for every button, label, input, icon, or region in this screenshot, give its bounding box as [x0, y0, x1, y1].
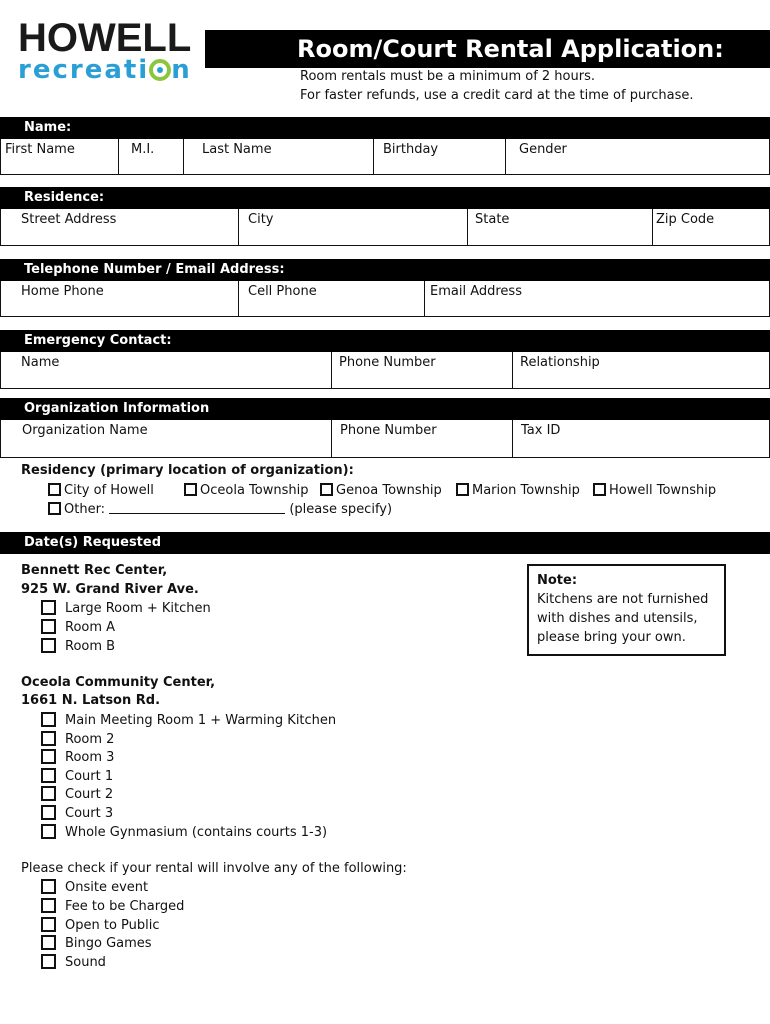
residence-row: [0, 209, 770, 246]
residency-option-label: Marion Township: [472, 483, 580, 498]
relationship-field[interactable]: [512, 352, 769, 388]
room-label: Room 3: [65, 750, 115, 765]
residency-option-label: Genoa Township: [336, 483, 442, 498]
oceola-address: 1661 N. Latson Rd.: [21, 693, 161, 708]
minimum-hours-note: Room rentals must be a minimum of 2 hours.: [300, 69, 595, 84]
oceola-court-1[interactable]: [41, 768, 113, 786]
home-phone-field[interactable]: [1, 281, 238, 316]
home-phone-label: Home Phone: [21, 284, 104, 299]
checkbox[interactable]: [41, 917, 56, 932]
residency-option-howell-township[interactable]: [593, 482, 716, 500]
organization-phone-field[interactable]: [331, 420, 512, 457]
room-label: Court 2: [65, 787, 114, 802]
involve-item-label: Fee to be Charged: [65, 899, 185, 914]
first-name-field[interactable]: [1, 139, 118, 174]
residency-option-label: Howell Township: [609, 483, 717, 498]
involve-label: Please check if your rental will involve any of the following:: [21, 861, 407, 876]
logo-text-pre: recreati: [18, 55, 150, 85]
note-line: with dishes and utensils,: [537, 611, 698, 626]
street-address-label: Street Address: [21, 212, 117, 227]
section-organization-header: Organization Information: [0, 398, 770, 420]
page-title: Room/Court Rental Application:: [205, 30, 770, 68]
checkbox[interactable]: [184, 483, 197, 496]
street-address-field[interactable]: [1, 209, 238, 245]
checkbox[interactable]: [41, 935, 56, 950]
bennett-address: 925 W. Grand River Ave.: [21, 582, 199, 597]
oceola-room-2[interactable]: [41, 731, 114, 749]
involve-item-label: Open to Public: [65, 918, 160, 933]
section-residence-header: Residence:: [0, 187, 770, 209]
checkbox[interactable]: [41, 786, 56, 801]
oceola-court-2[interactable]: [41, 786, 113, 804]
involve-item-label: Sound: [65, 955, 106, 970]
residency-option-marion-township[interactable]: [456, 482, 580, 500]
residency-option-genoa-township[interactable]: [320, 482, 442, 500]
name-row: [0, 139, 770, 175]
logo-recreation: [18, 56, 192, 84]
note-line: Kitchens are not furnished: [537, 592, 709, 607]
note-title: Note:: [537, 573, 578, 588]
residency-option-label: City of Howell: [64, 483, 154, 498]
email-address-label: Email Address: [430, 284, 522, 299]
middle-initial-label: M.I.: [131, 142, 155, 157]
tax-id-field[interactable]: [512, 420, 769, 457]
state-field[interactable]: [467, 209, 652, 245]
organization-name-label: Organization Name: [22, 423, 148, 438]
checkbox[interactable]: [41, 638, 56, 653]
relationship-label: Relationship: [520, 355, 600, 370]
checkbox[interactable]: [41, 879, 56, 894]
residency-option-city-of-howell[interactable]: [48, 482, 154, 500]
room-label: Room A: [65, 620, 116, 635]
kitchen-note-box: [527, 564, 726, 656]
room-label: Room 2: [65, 732, 115, 747]
checkbox[interactable]: [41, 824, 56, 839]
email-address-field[interactable]: [424, 281, 769, 316]
involve-onsite-event[interactable]: [41, 879, 148, 897]
zip-code-field[interactable]: [652, 209, 769, 245]
zip-code-label: Zip Code: [656, 212, 715, 227]
organization-phone-label: Phone Number: [340, 423, 437, 438]
cell-phone-label: Cell Phone: [248, 284, 317, 299]
checkbox[interactable]: [41, 898, 56, 913]
checkbox[interactable]: [41, 768, 56, 783]
bennett-room-a[interactable]: [41, 619, 115, 637]
involve-bingo-games[interactable]: [41, 935, 152, 953]
note-line: please bring your own.: [537, 630, 686, 645]
section-emergency-header: Emergency Contact:: [0, 330, 770, 352]
last-name-label: Last Name: [202, 142, 272, 157]
tax-id-label: Tax ID: [521, 423, 561, 438]
bennett-room-b[interactable]: [41, 638, 115, 656]
oceola-name: Oceola Community Center,: [21, 675, 216, 690]
room-label: Whole Gynmasium (contains courts 1-3): [65, 825, 328, 840]
section-dates-header: Date(s) Requested: [0, 532, 770, 554]
first-name-label: First Name: [5, 142, 75, 157]
bennett-room-large-room-kitchen[interactable]: [41, 600, 211, 618]
gender-label: Gender: [519, 142, 567, 157]
refund-note: For faster refunds, use a credit card at the time of purchase.: [300, 88, 694, 103]
emergency-phone-label: Phone Number: [339, 355, 436, 370]
city-label: City: [248, 212, 274, 227]
residency-option-other[interactable]: [48, 501, 392, 519]
room-label: Large Room + Kitchen: [65, 601, 211, 616]
room-label: Court 3: [65, 806, 114, 821]
residency-option-label: Oceola Township: [200, 483, 309, 498]
section-name-header: Name:: [0, 117, 770, 139]
checkbox[interactable]: [41, 749, 56, 764]
organization-row: [0, 420, 770, 458]
involve-item-label: Bingo Games: [65, 936, 152, 951]
phone-row: [0, 281, 770, 317]
logo-swirl-icon: [149, 59, 171, 81]
emergency-name-label: Name: [21, 355, 60, 370]
residency-label: Residency (primary location of organization):: [21, 463, 354, 478]
logo-text-post: n: [171, 55, 192, 85]
checkbox[interactable]: [41, 712, 56, 727]
logo-howell: HOWELL: [18, 16, 192, 60]
checkbox[interactable]: [41, 619, 56, 634]
emergency-row: [0, 352, 770, 389]
involve-item-label: Onsite event: [65, 880, 149, 895]
oceola-room-3[interactable]: [41, 749, 114, 767]
birthday-field[interactable]: [373, 139, 505, 174]
oceola-room-main-meeting[interactable]: [41, 712, 336, 730]
room-label: Room B: [65, 639, 116, 654]
emergency-phone-field[interactable]: [331, 352, 512, 388]
room-label: Court 1: [65, 769, 114, 784]
other-specify-line[interactable]: [109, 501, 285, 514]
other-suffix: (please specify): [289, 502, 393, 517]
city-field[interactable]: [238, 209, 467, 245]
involve-open-to-public[interactable]: [41, 917, 160, 935]
middle-initial-field[interactable]: [118, 139, 183, 174]
cell-phone-field[interactable]: [238, 281, 424, 316]
checkbox[interactable]: [320, 483, 333, 496]
checkbox[interactable]: [48, 502, 61, 515]
organization-name-field[interactable]: [1, 420, 331, 457]
other-label: Other:: [64, 502, 106, 517]
checkbox[interactable]: [593, 483, 606, 496]
bennett-name: Bennett Rec Center,: [21, 563, 168, 578]
checkbox[interactable]: [456, 483, 469, 496]
checkbox[interactable]: [41, 805, 56, 820]
emergency-name-field[interactable]: [1, 352, 331, 388]
last-name-field[interactable]: [183, 139, 373, 174]
gender-field[interactable]: [505, 139, 769, 174]
section-phone-header: Telephone Number / Email Address:: [0, 259, 770, 281]
state-label: State: [475, 212, 510, 227]
birthday-label: Birthday: [383, 142, 439, 157]
involve-fee-to-be-charged[interactable]: [41, 898, 184, 916]
checkbox[interactable]: [48, 483, 61, 496]
checkbox[interactable]: [41, 954, 56, 969]
room-label: Main Meeting Room 1 + Warming Kitchen: [65, 713, 337, 728]
involve-sound[interactable]: [41, 954, 106, 972]
oceola-whole-gymnasium[interactable]: [41, 824, 327, 842]
checkbox[interactable]: [41, 731, 56, 746]
checkbox[interactable]: [41, 600, 56, 615]
residency-option-oceola-township[interactable]: [184, 482, 308, 500]
oceola-court-3[interactable]: [41, 805, 113, 823]
